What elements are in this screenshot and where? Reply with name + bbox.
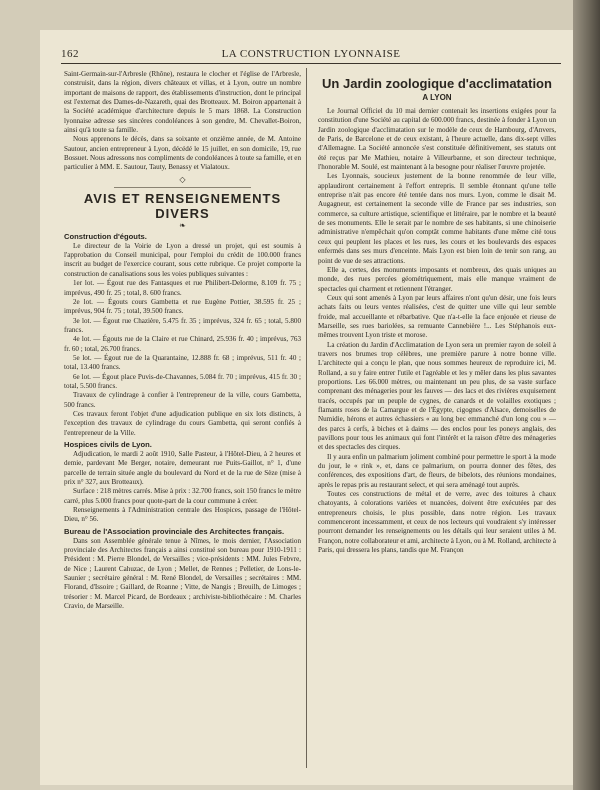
- section-title: AVIS ET RENSEIGNEMENTS DIVERS: [83, 190, 282, 221]
- article-paragraph: Elle a, certes, des monuments imposants et nombreux, des quais uniques au monde, des rues percées géométriquement, mais elle manque vraiment de spectacles qui charment et retiennent l'étranger.: [318, 265, 556, 293]
- ornament-icon: ❧: [179, 220, 186, 230]
- ornament-divider: ◇: [179, 174, 186, 184]
- page-binding: [573, 0, 600, 790]
- article-paragraph: Le Journal Officiel du 10 mai dernier contenait les insertions exigées pour la constitution d'une Société au capital de 600.000 francs, destinée à fonder à Lyon un Jardin zoologique d'acclimatation sur le modèle de ceux de Hambourg, d'Anvers, de Paris, de Barcelone et de ceux existant, à l'heure actuelle, dans dix-sept villes d'Allemagne. La Société annoncée s'est constituée définitivement, ses statuts ont été reçus par Me Mathieu, notaire à Villeurbanne, et son directeur technique, l'honorable M. Soulé, est maintenant à la besogne pour réaliser l'œuvre projetée.: [318, 107, 556, 172]
- article-title: Un Jardin zoologique d'acclimatation: [322, 76, 552, 91]
- article-paragraph: Ceux qui sont amenés à Lyon par leurs affaires n'ont qu'un désir, une fois leurs achats faits ou leurs ventes réalisées, c'est de quitter une ville qui leur semble froide, mal accueillante et rébarbative. Que n'a-t-elle la face enjouée et rieuse de Marseille, ses rues bariolées, sa remuante Cannebière !... Les Stéphanois eux-mêmes trouvent Lyon triste et morose.: [318, 293, 556, 340]
- journal-title: LA CONSTRUCTION LYONNAISE: [221, 48, 401, 60]
- egouts-paragraph: Le directeur de la Voirie de Lyon a dressé un projet, qui est soumis à l'approbation du Conseil municipal, pour l'emploi du crédit de 100.000 francs inscrit au budget de l'exercice courant, sous cette rubrique. Ce projet comporte la construction de canalisations sous les voies publiques suivantes :: [64, 241, 301, 278]
- egouts-paragraph: Ces travaux feront l'objet d'une adjudication publique en six lots distincts, à l'exception des travaux de cylindrage du cours Gambetta, qui seront confiés à l'entrepreneur de la Ville.: [64, 409, 301, 437]
- article-paragraph: La création du Jardin d'Acclimatation de Lyon sera un premier rayon de soleil à travers nos brumes trop célèbres, une première parure à notre bonne ville. L'architecte qui a conçu le plan, que nous sommes heureux de reproduire ici, M. Rolland, a su y faire entrer l'utile et l'agréable et les y mêler dans les plus savantes proportions. Les 66.000 mètres, ou maintenant un peu plus, de sa vaste surface comprenant des ménageries pour les fauves — des lacs et des rivières exquisement tracés, occupés par un peuple de cygnes, de canards et de volailles exotiques ; flamants roses de la Camargue et de l'Égypte, cigognes d'Alsace, demoiselles de Numidie, hérons et autres échassiers « au long bec emmanché d'un long cou » — des parcs à cerfs, à biches et à daims — des enclos pour les poneys anglais, des pavillons pour tous les animaux qui font l'intérêt et la raison d'être des ménageries et des spectacles des cirques.: [318, 340, 556, 452]
- lot-item: 6e lot. — Égout place Puvis-de-Chavannes, 5.084 fr. 70 ; imprévus, 415 fr. 30 ; total, 5.500 francs.: [64, 372, 301, 390]
- article-paragraph: Les Lyonnais, soucieux justement de la bonne renommée de leur ville, applaudiront certainement à l'effort entrepris. Il semble étonnant qu'une telle entreprise n'ait pas encore été tentée dans nos murs. Lyon, comme le disait M. Augagneur, est certainement la seconde ville de France par ses industries, son commerce, sa culture artistique, scientifique et littéraire, par le nombre et la beauté de ses monuments. Elle le serait par le nombre de ses habitants, si une chinoiserie administrative n'empêchait qu'on comptât comme habitants d'une même cité tous ceux qui peuplent les places et les rues, les cours et les boulevards des espaces enfermés dans ses murs d'enceinte. Mais Lyon est bien loin de tenir son rang, au point de vue de ses attractions.: [318, 172, 556, 265]
- article-paragraph: Toutes ces constructions de métal et de verre, avec des toitures à chaux chatoyants, à colorations variées et nuancées, doivent être exécutées par des entrepreneurs choisis, le plus possible, dans notre région. Les travaux commenceront incessamment, et ceux de nos lecteurs qui voudraient s'y intéresser pourront demander les renseignements ou les détails qui leur seraient utiles à M. Françon, notre collaborateur et ami, architecte à Lyon, ou à M. Rolland, architecte à Paris, qui dressera les plans, tandis que M. Françon: [318, 490, 556, 555]
- page-number: 162: [61, 48, 79, 60]
- left-column: [64, 70, 301, 612]
- column-divider: [306, 68, 307, 768]
- hospices-paragraph: Renseignements à l'Administration centrale des Hospices, passage de l'Hôtel-Dieu, n° 56.: [64, 506, 301, 524]
- obituary-paragraph: Saint-Germain-sur-l'Arbresle (Rhône), restaura le clocher et l'église de l'Arbresle, construisit, dans la région, divers châteaux et villas, et à Lyon, outre un nombre important de maisons de rapport, des établissements d'instruction, dont le principal est l'externat des Dames-de-Nazareth, quai des Brotteaux. M. Boiron appartenait à la Société académique d'architecture depuis le 5 mars 1868. La Construction lyonnaise adresse ses sincères condoléances à son gendre, M. Chevallet-Boiron, ainsi qu'à toute sa famille.: [64, 70, 301, 135]
- lot-item: 1er lot. — Égout rue des Fantasques et rue Philibert-Delorme, 8.109 fr. 75 ; imprévus, 490 fr. 25 ; total, 8. 600 francs.: [64, 279, 301, 297]
- egouts-heading: Construction d'égouts.: [64, 231, 147, 241]
- hospices-heading: Hospices civils de Lyon.: [64, 440, 152, 449]
- section-rule: [114, 187, 251, 188]
- header-rule: [61, 63, 561, 64]
- obituary-paragraph: Nous apprenons le décès, dans sa soixante et onzième année, de M. Antoine Sautour, ancien entrepreneur à Lyon, décédé le 15 juillet, en son domicile, 19, rue Bossuet. Nous adressons nos compliments de condoléances à toute sa famille, et en particulier à MM. E. Sautour, Tauty, Benassy et Vialatoux.: [64, 135, 301, 172]
- journal-page: [40, 30, 573, 785]
- article-paragraph: Il y aura enfin un palmarium joliment combiné pour permettre le sport à la mode du jour, le « rink », et, dans ce palmarium, on pourra donner des fêtes, des conférences, des expositions d'art, de fleurs, de bibelots, des réunions mondaines, après le repas pris au restaurant select, et qui sera aménagé tout auprès.: [318, 452, 556, 489]
- lot-item: 3e lot. — Égout rue Chazière, 5.475 fr. 35 ; imprévus, 324 fr. 65 ; total, 5.800 francs.: [64, 316, 301, 334]
- lot-item: 5e lot. — Égout rue de la Quarantaine, 12.888 fr. 68 ; imprévus, 511 fr. 40 ; total, 13.400 francs.: [64, 353, 301, 372]
- bureau-paragraph: Dans son Assemblée générale tenue à Nîmes, le mois dernier, l'Association provinciale des Architectes français a ainsi constitué son bureau pour 1910-1911 : Président : M. Pierre Blondel, de Versailles ; vice-présidents : MM. Jules Febvre, de Nice ; Laurent Cahuzac, de Lyon ; Mellet, de Rennes ; Pelletier, de Lons-le-Saunier ; secrétaire général : M. René Blondel, de Versailles ; secrétaires : MM. Florand, d'Issoire ; Gaillard, de Roanne ; Vitte, de Nangis ; Breuilh, de Limoges ; trésorier : M. Marcel Picard, de Bordeaux ; archiviste-bibliothécaire : M. Charles Cravio, de Marseille.: [64, 536, 301, 611]
- right-column: [318, 70, 556, 556]
- page-header: [61, 48, 561, 62]
- hospices-paragraph: Surface : 218 mètres carrés. Mise à prix : 32.700 francs, soit 150 francs le mètre carré, plus 5.000 francs pour quote-part de la cour commune à créer.: [64, 487, 301, 505]
- hospices-paragraph: Adjudication, le mardi 2 août 1910, Salle Pasteur, à l'Hôtel-Dieu, à 2 heures et demie, pardevant Me Berger, notaire, demeurant rue Puits-Gaillot, n° 1, d'une parcelle de terrain située angle du boulevard du Nord et de la rue de Sèze (mise à prix n° 327, aux Brotteaux).: [64, 450, 301, 487]
- lot-item: 2e lot. — Égouts cours Gambetta et rue Eugène Pottier, 38.595 fr. 25 ; imprévus, 904 fr. 75 ; total, 39.500 francs.: [64, 297, 301, 316]
- bureau-heading: Bureau de l'Association provinciale des Architectes français.: [64, 526, 285, 536]
- egouts-paragraph: Travaux de cylindrage à confier à l'entrepreneur de la ville, cours Gambetta, 500 francs.: [64, 391, 301, 409]
- lot-item: 4e lot. — Égouts rue de la Claire et rue Chinard, 25.936 fr. 40 ; imprévus, 763 fr. 60 ; total, 26.700 francs.: [64, 335, 301, 353]
- article-subtitle: A LYON: [422, 93, 452, 102]
